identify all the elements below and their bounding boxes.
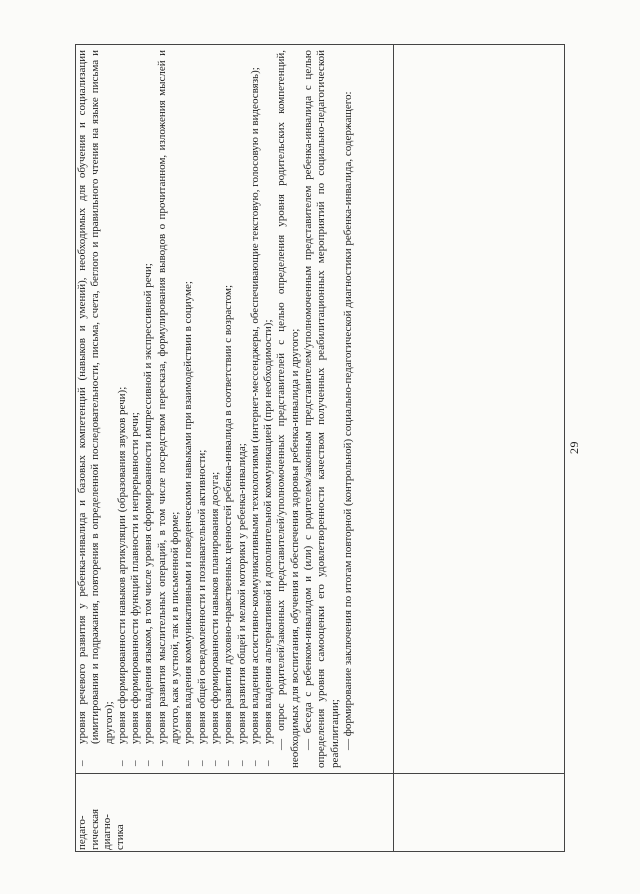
list-dash: – <box>248 760 261 766</box>
list-item-text: уровня владения коммуникативными и поведенческими навыками при взаимодействии в социуме; <box>182 281 195 744</box>
section-label-line: гическая <box>88 808 101 850</box>
list-item <box>275 50 302 768</box>
list-item <box>209 50 222 768</box>
list-dash: – <box>129 760 142 766</box>
list-dash: — <box>341 739 354 750</box>
list-item-text: уровня владения альтернативной и дополнительной коммуникацией (при необходимости); <box>262 319 275 744</box>
list-item <box>196 50 209 768</box>
list-dash: – <box>182 760 195 766</box>
list-item-text: уровня общей осведомленности и познавательной активности; <box>195 449 208 744</box>
list-item-text: уровня сформированности навыков планирования досуга; <box>208 471 221 744</box>
section-label-line: педаго- <box>76 815 88 850</box>
list-item <box>182 50 195 768</box>
table-row-divider <box>393 44 394 852</box>
list-item <box>236 50 249 768</box>
list-dash: – <box>235 760 248 766</box>
list-dash: – <box>142 760 155 766</box>
table-border-bottom <box>564 44 565 852</box>
list-item-text: уровня сформированности навыков артикуляции (образования звуков речи); <box>115 386 128 744</box>
list-item <box>76 50 116 768</box>
table-column-divider <box>75 773 564 774</box>
list-item-text: уровня развития духовно-нравственных ценностей ребенка-инвалида в соответствии с возрастом; <box>222 284 235 744</box>
list-item-text: уровня развития общей и мелкой моторики у ребенка-инвалида; <box>235 443 248 744</box>
section-label-line: диагно- <box>101 814 113 850</box>
list-dash: — <box>275 739 288 750</box>
list-dash: – <box>155 760 168 766</box>
list-item <box>222 50 235 768</box>
list-dash: – <box>262 760 275 766</box>
list-item <box>156 50 183 768</box>
list-item-text: формирование заключения по итогам повторной (контрольной) социально-педагогической диагностики ребенка-инвалида, содержащего: <box>341 91 354 737</box>
list-item <box>129 50 142 768</box>
list-item-text: уровня речевого развития у ребенка-инвалида и базовых компетенций (навыков и умений), необходимых для обучения и социализации (имитирования и подражания, повторения в определенной последовательности, письма, счета, беглого и правильного чтения на языке письма и другого); <box>76 50 115 744</box>
list-item-text: уровня владения ассистивно-коммуникативными технологиями (интернет-мессенджеры, обеспечивающие текстовую, голосовую и видеосвязь); <box>248 67 261 744</box>
diagnostics-list <box>76 50 355 768</box>
list-item <box>142 50 155 768</box>
list-dash: — <box>302 739 315 750</box>
list-item <box>116 50 129 768</box>
list-dash: – <box>76 760 88 766</box>
page-number: 29 <box>567 441 581 454</box>
list-item <box>302 50 342 768</box>
rotated-table <box>75 44 581 852</box>
list-item-text: опрос родителей/законных представителей/уполномоченных представителей с целью определения уровня родительских компетенций, необходимых для воспитания, обучения и обеспечения здоровья ребенка-инвалида и другого; <box>275 50 301 768</box>
list-item <box>249 50 262 768</box>
list-dash: – <box>195 760 208 766</box>
list-item-text: уровня сформированности функций плавности и непрерывности речи; <box>129 412 142 744</box>
table-border-right <box>75 44 564 45</box>
table-border-left <box>75 851 564 852</box>
list-dash: – <box>115 760 128 766</box>
list-item-text: беседа с ребенком-инвалидом и (или) с родителем/законным представителем/уполномоченным представителем ребенка-инвалида с целью определения уровня самооценки его удовлетворенности качеством полученных реабилитационных мероприятий по социально-педагогической реабилитации; <box>302 49 341 768</box>
list-item <box>262 50 275 768</box>
list-dash: – <box>222 760 235 766</box>
section-label-line: стика <box>113 824 126 850</box>
list-item-text: уровня владения языком, в том числе уровня сформированности импрессивной и экспрессивной речи; <box>142 263 155 744</box>
list-item <box>342 50 355 768</box>
section-label <box>76 794 126 850</box>
list-dash: – <box>208 760 221 766</box>
list-item-text: уровня развития мыслительных операций, в том числе посредством пересказа, формулирования выводов о прочитанном, изложения мыслей и другого, как в устной, так и в письменной форме; <box>155 50 182 744</box>
